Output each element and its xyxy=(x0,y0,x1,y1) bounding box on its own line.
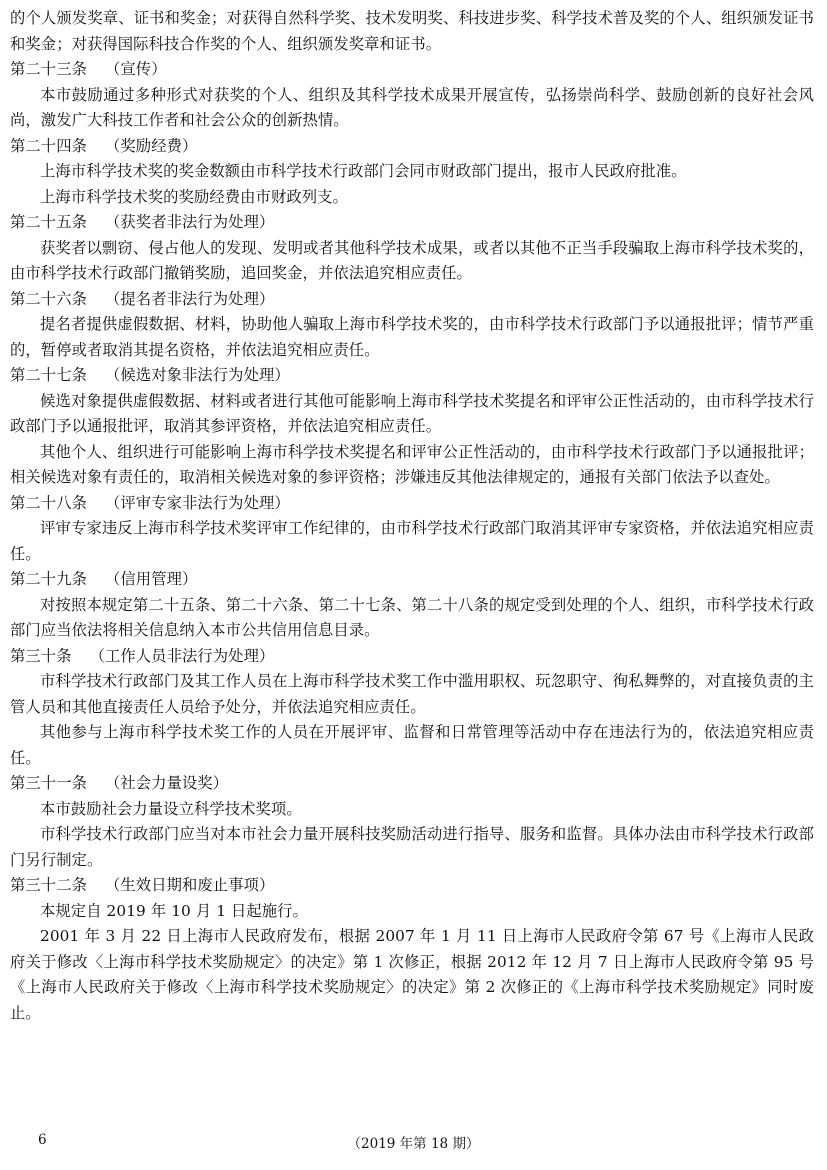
body-paragraph: 对按照本规定第二十五条、第二十六条、第二十七条、第二十八条的规定受到处理的个人、组织，市科学技术行政部门应当依法将相关信息纳入本市公共信用信息目录。 xyxy=(10,595,814,639)
article-topic: （候选对象非法行为处理） xyxy=(105,366,290,384)
article-number: 第三十二条 xyxy=(10,876,87,894)
article-topic: （提名者非法行为处理） xyxy=(105,289,275,308)
body-paragraph: 其他参与上海市科学技术奖工作的人员在开展评审、监督和日常管理等活动中存在违法行为的，依法追究相应责任。 xyxy=(10,723,814,767)
article-number: 第二十五条 xyxy=(10,213,87,231)
continued-paragraph: 的个人颁发奖章、证书和奖金；对获得自然科学奖、技术发明奖、科技进步奖、科学技术普及奖的个人、组织颁发证书和奖金；对获得国际科技合作奖的个人、组织颁发奖章和证书。 xyxy=(10,9,814,53)
body-paragraph: 2001 年 3 月 22 日上海市人民政府发布，根据 2007 年 1 月 11 日上海市人民政府令第 67 号《上海市人民政府关于修改〈上海市科学技术奖励规定〉的决定》第 1 次修正，根据 2012 年 12 月 7 日上海市人民政府令第 95 号《上海市人民政府关于修改〈上海市科学技术奖励规定〉的决定》第 2 次修正的《上海市科学技术奖励规定》同时废止。 xyxy=(10,927,814,1022)
article-topic: （社会力量设奖） xyxy=(105,774,229,792)
body-paragraph: 市科学技术行政部门应当对本市社会力量开展科技奖励活动进行指导、服务和监督。具体办法由市科学技术行政部门另行制定。 xyxy=(10,825,814,869)
page-number: 6 xyxy=(38,1132,47,1148)
body-paragraph: 上海市科学技术奖的奖金数额由市科学技术行政部门会同市财政部门提出，报市人民政府批准。 xyxy=(40,162,687,180)
article-topic: （奖励经费） xyxy=(105,136,198,155)
article-topic: （评审专家非法行为处理） xyxy=(105,493,290,512)
article-number: 第三十一条 xyxy=(10,774,87,792)
body-paragraph: 其他个人、组织进行可能影响上海市科学技术奖提名和评审公正性活动的，由市科学技术行政部门予以通报批评；相关候选对象有责任的，取消相关候选对象的参评资格；涉嫌违反其他法律规定的，通报有关部门依法予以查处。 xyxy=(10,442,814,486)
body-paragraph: 评审专家违反上海市科学技术奖评审工作纪律的，由市科学技术行政部门取消其评审专家资格，并依法追究相应责任。 xyxy=(10,519,814,563)
article-heading xyxy=(10,210,814,236)
article-number: 第二十七条 xyxy=(10,366,87,384)
article-number: 第二十九条 xyxy=(10,570,87,588)
article-heading xyxy=(10,873,814,899)
issue-label: （2019 年第 18 期） xyxy=(347,1136,480,1152)
body-paragraph: 本规定自 2019 年 10 月 1 日起施行。 xyxy=(40,901,308,920)
body-paragraph: 市科学技术行政部门及其工作人员在上海市科学技术奖工作中滥用职权、玩忽职守、徇私舞弊的，对直接负责的主管人员和其他直接责任人员给予处分，并依法追究相应责任。 xyxy=(10,672,814,716)
body-paragraph: 本市鼓励通过多种形式对获奖的个人、组织及其科学技术成果开展宣传，弘扬崇尚科学、鼓励创新的良好社会风尚，激发广大科技工作者和社会公众的创新热情。 xyxy=(10,85,814,129)
article-number: 第二十六条 xyxy=(10,289,87,308)
regulation-body xyxy=(10,6,814,1026)
article-number: 第二十三条 xyxy=(10,60,87,78)
body-paragraph: 候选对象提供虚假数据、材料或者进行其他可能影响上海市科学技术奖提名和评审公正性活动的，由市科学技术行政部门予以通报批评，取消其参评资格，并依法追究相应责任。 xyxy=(10,391,814,435)
article-heading xyxy=(10,771,814,797)
article-topic: （信用管理） xyxy=(105,570,198,588)
article-heading xyxy=(10,644,814,670)
body-paragraph: 提名者提供虚假数据、材料，协助他人骗取上海市科学技术奖的，由市科学技术行政部门予以通报批评；情节严重的，暂停或者取消其提名资格，并依法追究相应责任。 xyxy=(10,315,814,359)
article-number: 第二十四条 xyxy=(10,136,87,155)
article-heading xyxy=(10,491,814,517)
body-paragraph: 本市鼓励社会力量设立科学技术奖项。 xyxy=(40,799,302,818)
article-topic: （工作人员非法行为处理） xyxy=(89,646,275,665)
body-paragraph: 获奖者以剽窃、侵占他人的发现、发明或者其他科学技术成果，或者以其他不正当手段骗取上海市科学技术奖的，由市科学技术行政部门撤销奖励，追回奖金，并依法追究相应责任。 xyxy=(10,238,814,282)
article-heading xyxy=(10,57,814,83)
article-heading xyxy=(10,134,814,160)
article-heading xyxy=(10,363,814,389)
article-topic: （生效日期和废止事项） xyxy=(105,876,275,894)
article-heading xyxy=(10,567,814,593)
article-topic: （宣传） xyxy=(105,60,167,78)
article-number: 第三十条 xyxy=(10,646,72,665)
article-topic: （获奖者非法行为处理） xyxy=(105,213,275,231)
article-heading xyxy=(10,287,814,313)
body-paragraph: 上海市科学技术奖的奖励经费由市财政列支。 xyxy=(40,187,348,206)
article-number: 第二十八条 xyxy=(10,493,87,512)
